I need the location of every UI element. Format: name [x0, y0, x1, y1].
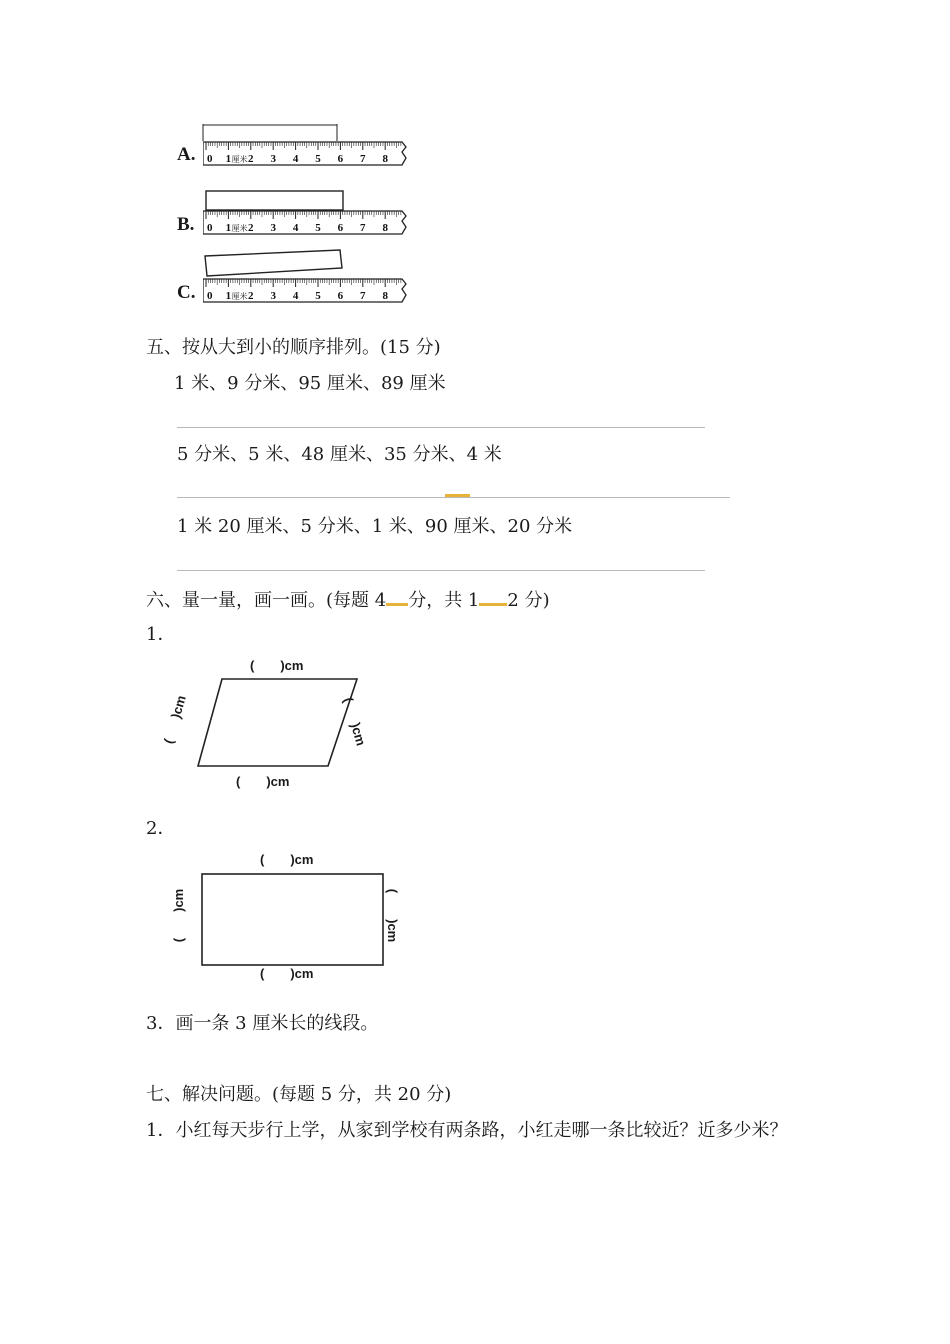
ruler-number: 0: [207, 222, 213, 234]
ruler-number: 2: [248, 222, 254, 234]
q1-number: 1．: [146, 624, 176, 645]
section5-item-2: 5 分米、5 米、48 厘米、35 分米、4 米: [177, 444, 502, 465]
answer-line-1[interactable]: [177, 427, 705, 428]
highlight-mark: [445, 494, 470, 497]
ruler-number: 3: [270, 290, 276, 302]
ruler-unit-label: 厘米: [231, 155, 248, 164]
option-c-object: [202, 248, 346, 278]
ruler-number: 7: [360, 222, 366, 234]
ruler-number: 8: [382, 153, 388, 165]
ruler-number: 4: [292, 153, 299, 165]
section5-title: 五、按从大到小的顺序排列。(15 分): [146, 337, 441, 358]
section5-item-1: 1 米、9 分米、95 厘米、89 厘米: [174, 373, 446, 394]
ruler-number: 1: [225, 290, 232, 302]
ruler-number: 1: [225, 153, 232, 165]
ruler-number: 7: [360, 153, 366, 165]
ruler-number: 7: [360, 290, 366, 302]
ruler-number: 4: [292, 290, 299, 302]
option-a-object: [200, 124, 340, 142]
rect-bottom-label: ( )cm: [260, 966, 314, 981]
ruler-number: 0: [207, 290, 213, 302]
ruler-unit-label: 厘米: [231, 292, 248, 301]
blank-1[interactable]: [386, 589, 408, 606]
ruler-number: 6: [337, 153, 344, 165]
answer-line-2[interactable]: [177, 497, 730, 498]
ruler-unit-label: 厘米: [231, 224, 248, 233]
rectangle: [202, 874, 383, 965]
ruler-number: 3: [270, 153, 276, 165]
ruler-a: [203, 141, 408, 166]
option-c-label: C.: [177, 282, 196, 303]
section6-title-part3: 2 分): [507, 590, 550, 611]
answer-line-3[interactable]: [177, 570, 705, 571]
q2-number: 2．: [146, 818, 176, 839]
parallelogram: [198, 679, 357, 766]
option-b-object: [204, 190, 346, 212]
rectangle-figure: [200, 872, 386, 968]
ruler-number: 6: [337, 222, 344, 234]
ruler-number: 2: [248, 290, 254, 302]
ruler-number: 4: [292, 222, 299, 234]
option-b-label: B.: [177, 214, 195, 235]
ruler-number: 5: [315, 153, 321, 165]
rect-right-label: ()cm: [385, 888, 401, 943]
section5-item-3: 1 米 20 厘米、5 分米、1 米、90 厘米、20 分米: [177, 516, 573, 537]
para-top-label: ( )cm: [250, 658, 304, 673]
rect-left-label: ()cm: [171, 888, 187, 943]
rect-top-label: ( )cm: [260, 852, 314, 867]
ruler-number: 2: [248, 153, 254, 165]
ruler-number: 8: [382, 290, 388, 302]
ruler-number: 6: [337, 290, 344, 302]
ruler-c: [203, 278, 408, 303]
ruler-number: 0: [207, 153, 213, 165]
section7-q1: 1．小红每天步行上学，从家到学校有两条路，小红走哪一条比较近？近多少米？: [146, 1120, 788, 1141]
ruler-number: 8: [382, 222, 388, 234]
para-bottom-label: ( )cm: [236, 774, 290, 789]
para-right-label: ()cm: [340, 695, 369, 748]
ruler-number: 1: [225, 222, 232, 234]
section7-title: 七、解决问题。(每题 5 分，共 20 分): [146, 1084, 452, 1105]
ruler-number: 5: [315, 290, 321, 302]
section6-title-part1: 六、量一量，画一画。(每题 4: [146, 590, 387, 611]
q3-text: 3．画一条 3 厘米长的线段。: [146, 1013, 379, 1034]
ruler-b: [203, 210, 408, 235]
section6-title-part2: 分，共 1: [408, 590, 480, 611]
ruler-number: 5: [315, 222, 321, 234]
ruler-number: 3: [270, 222, 276, 234]
option-a-label: A.: [177, 144, 196, 165]
blank-2[interactable]: [479, 589, 507, 606]
para-left-label: ()cm: [160, 693, 189, 746]
section6-title: [146, 589, 550, 612]
